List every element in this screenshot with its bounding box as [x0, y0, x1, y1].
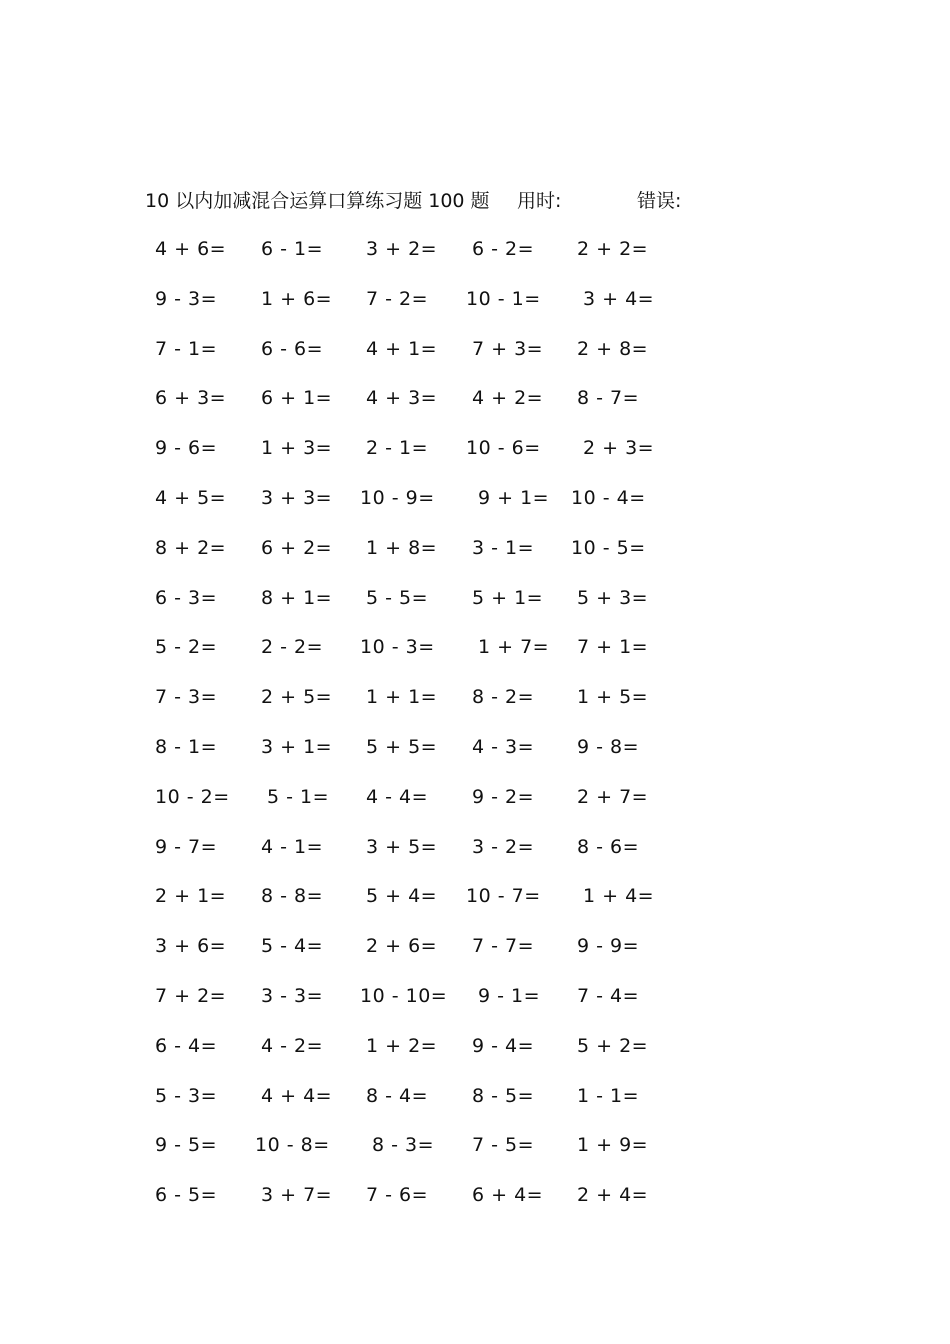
math-problem: 7 - 3=	[155, 686, 218, 709]
math-problem: 6 - 3=	[155, 586, 218, 609]
math-problem: 7 - 6=	[366, 1184, 429, 1207]
math-problem: 10 - 7=	[466, 885, 541, 908]
math-problem: 5 + 2=	[577, 1034, 649, 1057]
problem-row	[0, 1130, 950, 1160]
math-problem: 3 + 3=	[261, 487, 333, 509]
math-problem: 10 - 5=	[571, 536, 646, 559]
math-problem: 1 + 9=	[577, 1134, 649, 1157]
problem-row	[0, 483, 950, 513]
math-problem: 3 - 2=	[472, 835, 535, 858]
math-problem: 10 - 2=	[155, 785, 230, 808]
problem-row	[0, 383, 950, 413]
math-problem: 5 + 4=	[366, 885, 438, 908]
math-problem: 5 - 2=	[155, 636, 218, 659]
math-problem: 1 - 1=	[577, 1084, 640, 1107]
problem-row	[0, 931, 950, 961]
math-problem: 5 - 5=	[366, 586, 429, 609]
math-problem: 8 - 5=	[472, 1084, 535, 1107]
math-problem: 5 - 4=	[261, 935, 324, 958]
math-problem: 4 - 1=	[261, 835, 324, 858]
math-problem: 7 - 5=	[472, 1134, 535, 1157]
math-problem: 2 - 1=	[366, 437, 429, 460]
math-problem: 4 - 2=	[261, 1034, 324, 1057]
math-problem: 5 + 5=	[366, 736, 438, 758]
math-problem: 7 - 7=	[472, 935, 535, 958]
math-problem: 3 + 6=	[155, 935, 227, 958]
problem-row	[0, 1180, 950, 1210]
problem-row	[0, 234, 950, 264]
math-problem: 9 - 8=	[577, 736, 640, 758]
math-problem: 3 + 1=	[261, 736, 333, 758]
problem-row	[0, 334, 950, 364]
math-problem: 4 + 4=	[261, 1084, 333, 1107]
math-problem: 4 + 3=	[366, 387, 438, 410]
error-label: 错误:	[637, 190, 682, 212]
problem-row	[0, 881, 950, 911]
math-problem: 7 - 4=	[577, 985, 640, 1007]
problem-row	[0, 732, 950, 762]
math-problem: 5 - 3=	[155, 1084, 218, 1107]
math-problem: 3 + 4=	[583, 287, 655, 310]
math-problem: 1 + 7=	[478, 636, 550, 659]
math-problem: 8 - 4=	[366, 1084, 429, 1107]
problem-row	[0, 433, 950, 463]
problem-row	[0, 284, 950, 314]
math-problem: 3 - 1=	[472, 536, 535, 559]
math-problem: 5 + 3=	[577, 586, 649, 609]
math-problem: 9 - 3=	[155, 287, 218, 310]
math-problem: 10 - 4=	[571, 487, 646, 509]
math-problem: 4 + 2=	[472, 387, 544, 410]
math-problem: 6 - 6=	[261, 337, 324, 360]
math-problem: 10 - 3=	[360, 636, 435, 659]
math-problem: 7 + 2=	[155, 985, 227, 1007]
math-problem: 6 + 4=	[472, 1184, 544, 1207]
math-problem: 6 - 2=	[472, 238, 535, 260]
problem-row	[0, 533, 950, 563]
math-problem: 1 + 1=	[366, 686, 438, 709]
problem-row	[0, 583, 950, 613]
math-problem: 2 + 2=	[577, 238, 649, 260]
math-problem: 6 - 1=	[261, 238, 324, 260]
math-problem: 1 + 4=	[583, 885, 655, 908]
math-problem: 9 - 7=	[155, 835, 218, 858]
math-problem: 8 - 6=	[577, 835, 640, 858]
math-problem: 1 + 3=	[261, 437, 333, 460]
math-problem: 2 + 6=	[366, 935, 438, 958]
math-problem: 2 - 2=	[261, 636, 324, 659]
math-problem: 1 + 2=	[366, 1034, 438, 1057]
math-problem: 8 - 1=	[155, 736, 218, 758]
time-label: 用时:	[517, 190, 562, 212]
math-problem: 10 - 6=	[466, 437, 541, 460]
math-problem: 7 + 3=	[472, 337, 544, 360]
problem-row	[0, 782, 950, 812]
math-problem: 1 + 5=	[577, 686, 649, 709]
math-problem: 3 + 2=	[366, 238, 438, 260]
math-problem: 6 + 1=	[261, 387, 333, 410]
math-problem: 3 - 3=	[261, 985, 324, 1007]
math-problem: 7 + 1=	[577, 636, 649, 659]
problem-row	[0, 682, 950, 712]
math-problem: 1 + 8=	[366, 536, 438, 559]
math-problem: 6 + 2=	[261, 536, 333, 559]
problem-row	[0, 1031, 950, 1061]
math-problem: 3 + 7=	[261, 1184, 333, 1207]
math-problem: 6 - 4=	[155, 1034, 218, 1057]
math-problem: 10 - 1=	[466, 287, 541, 310]
math-problem: 10 - 8=	[255, 1134, 330, 1157]
math-problem: 6 - 5=	[155, 1184, 218, 1207]
math-problem: 10 - 10=	[360, 985, 448, 1007]
math-problem: 5 - 1=	[267, 785, 330, 808]
problem-row	[0, 981, 950, 1011]
math-problem: 4 - 4=	[366, 785, 429, 808]
math-problem: 9 - 2=	[472, 785, 535, 808]
math-problem: 1 + 6=	[261, 287, 333, 310]
math-problem: 9 - 6=	[155, 437, 218, 460]
math-problem: 7 - 2=	[366, 287, 429, 310]
math-problem: 2 + 5=	[261, 686, 333, 709]
math-problem: 8 - 8=	[261, 885, 324, 908]
math-problem: 4 + 5=	[155, 487, 227, 509]
math-problem: 4 + 1=	[366, 337, 438, 360]
math-problem: 2 + 8=	[577, 337, 649, 360]
math-problem: 9 - 9=	[577, 935, 640, 958]
math-problem: 8 - 7=	[577, 387, 640, 410]
math-problem: 2 + 7=	[577, 785, 649, 808]
math-problem: 8 + 2=	[155, 536, 227, 559]
math-problem: 2 + 3=	[583, 437, 655, 460]
math-problem: 5 + 1=	[472, 586, 544, 609]
math-problem: 9 + 1=	[478, 487, 550, 509]
math-problem: 4 - 3=	[472, 736, 535, 758]
problem-row	[0, 632, 950, 662]
math-problem: 6 + 3=	[155, 387, 227, 410]
problem-row	[0, 1081, 950, 1111]
math-problem: 9 - 1=	[478, 985, 541, 1007]
math-problem: 10 - 9=	[360, 487, 435, 509]
math-problem: 8 - 3=	[372, 1134, 435, 1157]
problem-row	[0, 832, 950, 862]
math-problem: 4 + 6=	[155, 238, 227, 260]
math-problem: 2 + 4=	[577, 1184, 649, 1207]
worksheet-title: 10 以内加减混合运算口算练习题 100 题	[145, 190, 490, 212]
math-problem: 8 - 2=	[472, 686, 535, 709]
math-problem: 3 + 5=	[366, 835, 438, 858]
math-problem: 9 - 4=	[472, 1034, 535, 1057]
math-problem: 2 + 1=	[155, 885, 227, 908]
math-problem: 9 - 5=	[155, 1134, 218, 1157]
math-problem: 7 - 1=	[155, 337, 218, 360]
math-problem: 8 + 1=	[261, 586, 333, 609]
